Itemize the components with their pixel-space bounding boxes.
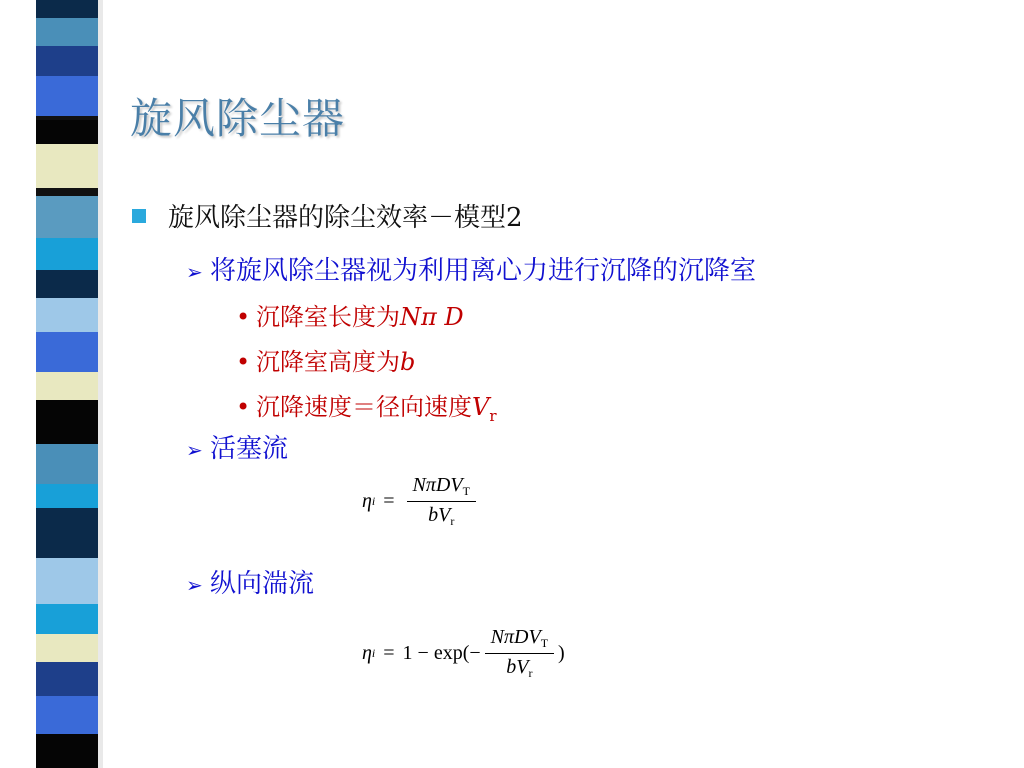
item-text: 沉降室高度为 <box>256 348 400 376</box>
item-math: Nπ D <box>400 303 464 331</box>
item-math: V <box>472 393 490 421</box>
item-text: 沉降室长度为 <box>256 303 400 331</box>
numerator-sub: T <box>540 636 549 650</box>
arrow-bullet-icon: ➢ <box>186 573 203 597</box>
item-math-sub: r <box>489 407 497 425</box>
numerator-sub: T <box>462 484 470 498</box>
fraction-denominator <box>428 502 454 529</box>
formula-prefix: 1 − exp(− <box>402 642 481 664</box>
stripe-segment <box>36 662 98 696</box>
bullet-level3-length <box>236 297 464 332</box>
stripe-segment <box>36 46 98 76</box>
square-bullet-icon <box>132 209 146 223</box>
stripe-segment <box>36 372 98 400</box>
arrow-bullet-icon: ➢ <box>186 438 203 462</box>
denominator-sub: r <box>450 514 455 528</box>
formula-lhs: η <box>362 642 372 664</box>
formula-longitudinal-turbulence <box>362 626 565 681</box>
formula-equals: = <box>383 490 395 512</box>
dot-bullet-icon: • <box>236 393 251 421</box>
stripe-segment <box>36 558 98 604</box>
fraction-numerator <box>407 474 476 502</box>
formula-lhs-sub: i <box>371 494 376 508</box>
bullet-level2-longitudinal-turbulence <box>186 563 314 600</box>
formula-lhs-sub: i <box>371 646 376 660</box>
bullet-level2-model <box>186 250 756 287</box>
bullet-text: 活塞流 <box>210 434 289 464</box>
stripe-segment <box>36 270 98 298</box>
stripe-segment <box>36 188 98 196</box>
denominator-text: bV <box>428 504 451 526</box>
fraction-numerator <box>485 626 554 654</box>
bullet-text: 纵向湍流 <box>210 569 315 599</box>
stripe-segment <box>36 696 98 734</box>
formula-suffix: ) <box>558 642 565 664</box>
fraction-denominator <box>506 654 532 681</box>
arrow-bullet-icon: ➢ <box>186 260 203 284</box>
stripe-segment <box>36 76 98 116</box>
bullet-level2-plug-flow <box>186 428 288 465</box>
formula-fraction <box>407 474 476 529</box>
stripe-segment <box>36 604 98 634</box>
bullet-level3-height <box>236 342 415 377</box>
formula-plug-flow <box>362 474 480 529</box>
stripe-segment <box>36 238 98 270</box>
slide-title: 旋风除尘器 <box>130 94 346 143</box>
item-math: b <box>400 348 416 376</box>
stripe-segment <box>36 196 98 238</box>
stripe-segment <box>36 734 98 768</box>
stripe-segment <box>36 484 98 508</box>
stripe-segment <box>36 332 98 372</box>
dot-bullet-icon: • <box>236 303 251 331</box>
dot-bullet-icon: • <box>236 348 251 376</box>
formula-fraction <box>485 626 554 681</box>
stripe-segment <box>36 508 98 558</box>
stripe-segment <box>36 0 98 18</box>
stripe-segment <box>36 400 98 444</box>
stripe-segment <box>36 298 98 332</box>
formula-lhs: η <box>362 490 372 512</box>
stripe-segment <box>36 634 98 662</box>
item-text: 沉降速度＝径向速度 <box>256 393 472 421</box>
stripe-segment <box>36 444 98 484</box>
bullet-text: 旋风除尘器的除尘效率－模型2 <box>168 203 523 233</box>
numerator-text: NπDV <box>490 626 541 648</box>
bullet-level3-velocity <box>236 387 497 425</box>
stripe-segment <box>36 120 98 144</box>
bullet-text: 将旋风除尘器视为利用离心力进行沉降的沉降室 <box>210 256 757 286</box>
decorative-stripe <box>36 0 98 768</box>
stripe-segment <box>36 18 98 46</box>
formula-equals: = <box>383 642 395 664</box>
denominator-text: bV <box>506 656 529 678</box>
stripe-segment <box>36 144 98 188</box>
denominator-sub: r <box>528 666 533 680</box>
bullet-level1 <box>132 197 523 234</box>
numerator-text: NπDV <box>412 474 463 496</box>
